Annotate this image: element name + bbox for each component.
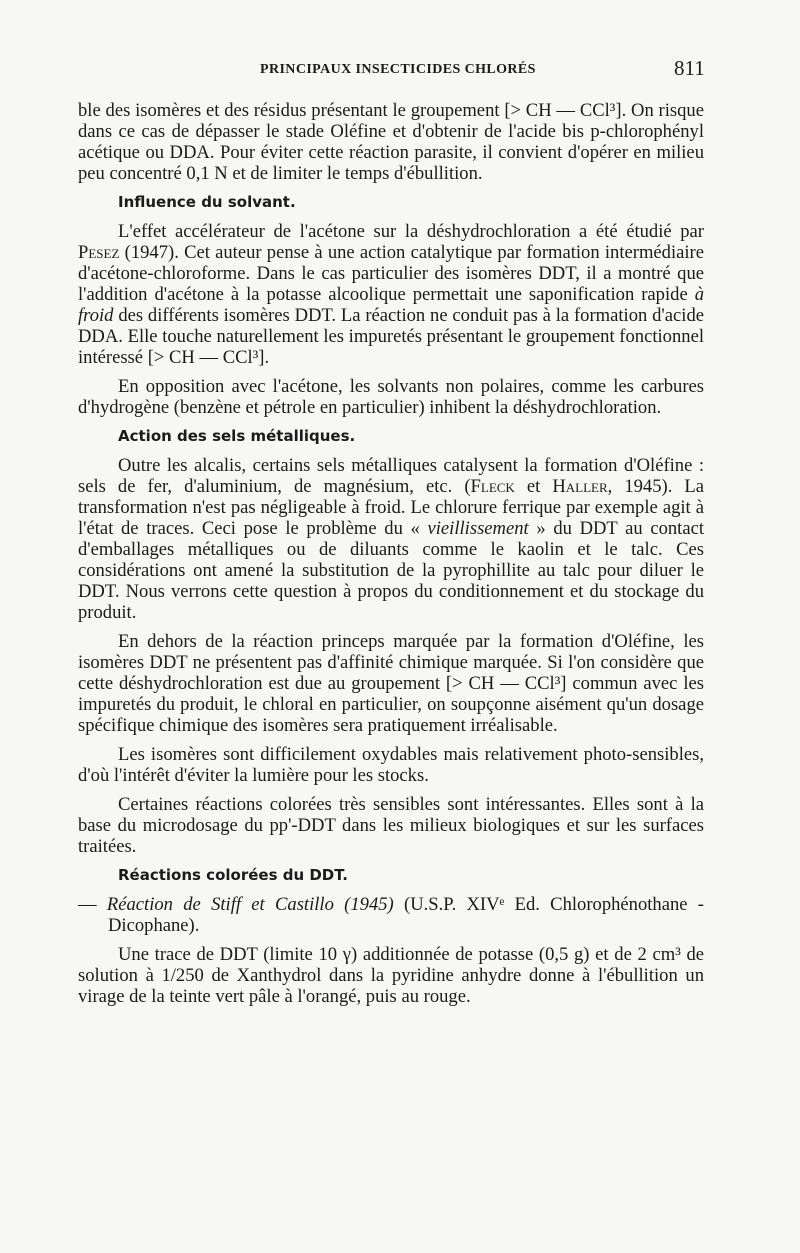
section-heading-solvant: Influence du solvant. [118,193,296,211]
reaction-item: — Réaction de Stiff et Castillo (1945) (U.S.P. XIVᵉ Ed. Chlorophénothane - Dicophane). [78,894,704,936]
paragraph-princeps: En dehors de la réaction princeps marquée par la formation d'Oléfine, les isomères DDT ne présentent pas d'affinité chimique marquée. Si l'on considère que cette déshydrochloration est due au groupement [> CH — CCl³] commun avec les impuretés du produit, le chloral en particulier, on soupçonne aisément qu'un dosage spécifique chimique des isomères sera pratiquement irréalisable. [78,631,704,736]
author-name: Fleck [470,476,515,497]
page-number: 811 [674,56,705,80]
page-header [0,56,800,82]
paragraph-non-polar-solvents: En opposition avec l'acétone, les solvants non polaires, comme les carbures d'hydrogène (benzène et pétrole en particulier) inhibent la déshydrochloration. [78,376,704,418]
running-title: PRINCIPAUX INSECTICIDES CHLORÉS [260,62,536,77]
author-name: Haller [552,476,608,497]
section-heading-sels: Action des sels métalliques. [118,427,356,445]
paragraph-acetone: L'effet accélérateur de l'acétone sur la déshydrochloration a été étudié par Pesez (1947). Cet auteur pense à une action catalytique par formation intermédiaire d'acétone-chloroforme. Dans le cas particulier des isomères DDT, il a montré que l'addition d'acétone à la potasse alcoolique permettait une saponification rapide à froid des différents isomères DDT. La réaction ne conduit pas à la formation d'acide DDA. Elle touche naturellement les impuretés présentant le groupement fonctionnel intéressé [> CH — CCl³]. [78,221,704,368]
page-body [78,100,704,1007]
paragraph-reactions: Certaines réactions colorées très sensibles sont intéressantes. Elles sont à la base du microdosage du pp'-DDT dans les milieux biologiques et sur les surfaces traitées. [78,794,704,857]
emphasis: vieillissement [427,518,529,539]
section-heading-reactions: Réactions colorées du DDT. [118,866,348,884]
paragraph-alcalis: Outre les alcalis, certains sels métalliques catalysent la formation d'Oléfine : sels de fer, d'aluminium, de magnésium, etc. (Fleck et Haller, 1945). La transformation n'est pas négligeable à froid. Le chlorure ferrique par exemple agit à l'état de traces. Ceci pose le problème du « vieillissement » du DDT au contact d'emballages métalliques ou de diluants comme le kaolin et le talc. Ces considérations ont amené la substitution de la pyrophillite au talc pour diluer le DDT. Nous verrons cette question à propos du conditionnement et du stockage du produit. [78,455,705,623]
continuation-paragraph: ble des isomères et des résidus présentant le groupement [> CH — CCl³]. On risque dans ce cas de dépasser le stade Oléfine et d'obtenir de l'acide bis p-chlorophényl acétique ou DDA. Pour éviter cette réaction parasite, il convient d'opérer en milieu peu concentré 0,1 N et de limiter le temps d'ébullition. [78,100,704,184]
paragraph-oxydables: Les isomères sont difficilement oxydables mais relativement photo-sensibles, d'où l'intérêt d'éviter la lumière pour les stocks. [78,744,704,786]
reaction-title: Réaction de Stiff et Castillo (1945) [106,894,394,915]
emphasis: à froid [78,284,704,326]
paragraph-trace-ddt: Une trace de DDT (limite 10 γ) additionnée de potasse (0,5 g) et de 2 cm³ de solution à 1/250 de Xanthydrol dans la pyridine anhydre donne à l'ébullition un virage de la teinte vert pâle à l'orangé, puis au rouge. [78,944,704,1007]
author-name: Pesez [78,242,120,263]
